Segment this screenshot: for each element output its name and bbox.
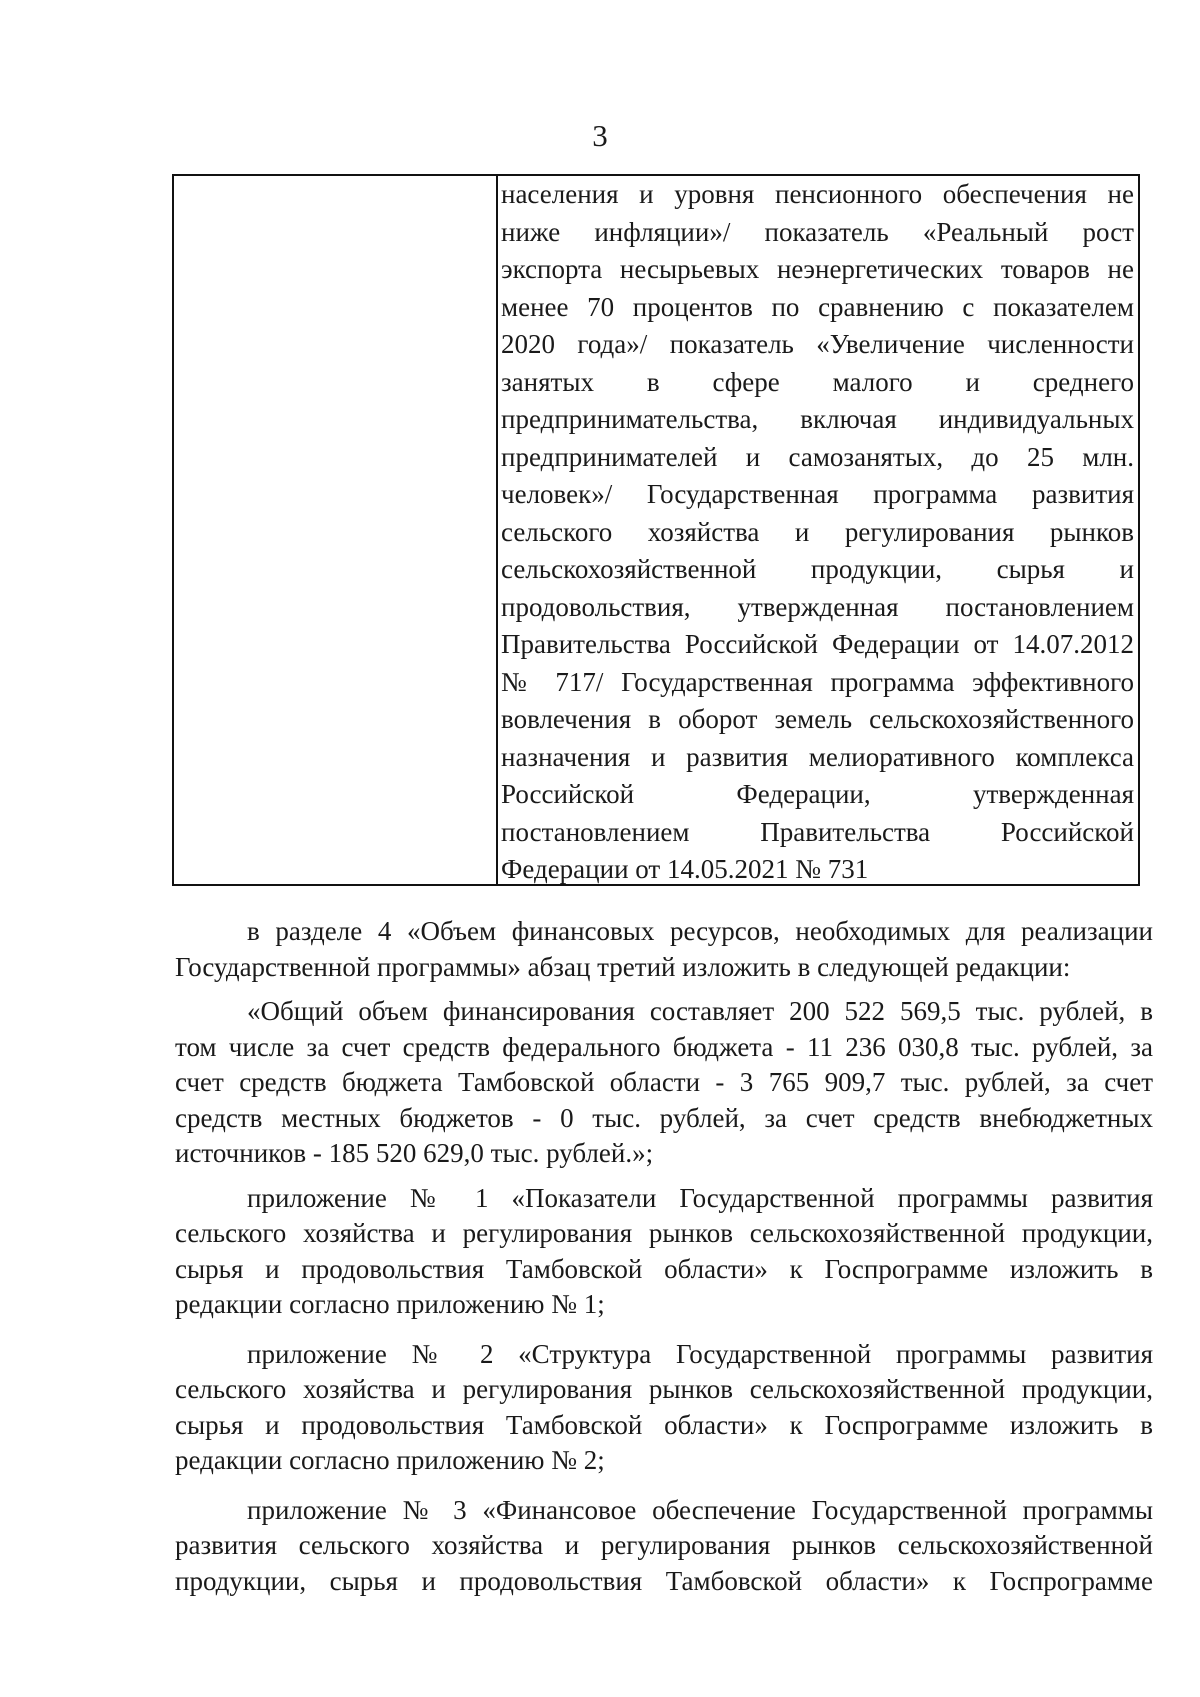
paragraph-line: редакции согласно приложению № 2; [175, 1445, 605, 1475]
paragraph-appendix-3 [175, 1493, 1153, 1600]
paragraph-appendix-2 [175, 1337, 1153, 1479]
table-cell-line: 2020 года»/ показатель «Увеличение численности [501, 329, 1134, 359]
paragraph-line: сырья и продовольствия Тамбовской области» к Госпрограмме изложить в [175, 1253, 1153, 1284]
page-number: 3 [592, 118, 608, 153]
paragraph-line: сельского хозяйства и регулирования рынков сельскохозяйственной продукции, [175, 1374, 1153, 1404]
paragraph-line: продукции, сырья и продовольствия Тамбовской области» к Госпрограмме [175, 1565, 1153, 1596]
paragraph-line: приложение № 3 «Финансовое обеспечение Государственной программы [247, 1494, 1153, 1525]
paragraph-line: приложение № 1 «Показатели Государственной программы развития [247, 1182, 1153, 1213]
table-cell-left-empty [174, 176, 498, 884]
table-cell-line: менее 70 процентов по сравнению с показателем [501, 291, 1134, 322]
table-cell-line: вовлечения в оборот земель сельскохозяйственного [501, 704, 1134, 734]
table-cell-line: занятых в сфере малого и среднего [501, 366, 1134, 397]
paragraph-line: сырья и продовольствия Тамбовской области» к Госпрограмме изложить в [175, 1409, 1153, 1440]
table-cell-line: Правительства Российской Федерации от 14.07.2012 [501, 629, 1134, 659]
paragraph-line: том числе за счет средств федерального бюджета - 11 236 030,8 тыс. рублей, за [175, 1031, 1153, 1062]
table-cell-line: предпринимателей и самозанятых, до 25 млн. [501, 441, 1134, 472]
program-table [172, 174, 1140, 886]
table-cell-line: сельскохозяйственной продукции, сырья и [501, 554, 1134, 584]
table-cell-line: Федерации от 14.05.2021 № 731 [501, 854, 869, 884]
paragraph-line: в разделе 4 «Объем финансовых ресурсов, необходимых для реализации [247, 916, 1153, 946]
paragraph-line: счет средств бюджета Тамбовской области - 3 765 909,7 тыс. рублей, за счет [175, 1067, 1153, 1097]
table-cell-line: человек»/ Государственная программа развития [501, 479, 1134, 509]
table-cell-line: постановлением Правительства Российской [501, 816, 1134, 847]
table-cell-line: экспорта несырьевых неэнергетических товаров не [501, 254, 1134, 284]
table-cell-line: № 717/ Государственная программа эффективного [501, 666, 1134, 697]
paragraph-line: «Общий объем финансирования составляет 200 522 569,5 тыс. рублей, в [247, 996, 1153, 1026]
table-cell-line: сельского хозяйства и регулирования рынков [501, 516, 1134, 547]
table-cell-line: населения и уровня пенсионного обеспечения не [501, 179, 1134, 209]
table-cell-line: Российской Федерации, утвержденная [501, 779, 1134, 809]
paragraph-line: сельского хозяйства и регулирования рынков сельскохозяйственной продукции, [175, 1218, 1153, 1248]
paragraph-line: источников - 185 520 629,0 тыс. рублей.»; [175, 1138, 654, 1168]
paragraph-line: средств местных бюджетов - 0 тыс. рублей, за счет средств внебюджетных [175, 1102, 1153, 1133]
paragraph-financing [175, 994, 1153, 1172]
table-cell-line: предпринимательства, включая индивидуальных [501, 404, 1134, 434]
paragraph-line: развития сельского хозяйства и регулирования рынков сельскохозяйственной [175, 1530, 1153, 1560]
paragraph-line: приложение № 2 «Структура Государственной программы развития [247, 1338, 1153, 1369]
paragraph-section-4 [175, 914, 1153, 985]
table-cell-line: ниже инфляции»/ показатель «Реальный рост [501, 216, 1134, 247]
body-text [175, 914, 1153, 1599]
paragraph-line: редакции согласно приложению № 1; [175, 1289, 605, 1319]
paragraph-line: Государственной программы» абзац третий изложить в следующей редакции: [175, 951, 1071, 982]
table-cell-line: продовольствия, утвержденная постановлением [501, 591, 1134, 622]
table-cell-right [498, 176, 1138, 884]
table-cell-line: назначения и развития мелиоративного комплекса [501, 741, 1134, 772]
paragraph-appendix-1 [175, 1181, 1153, 1323]
